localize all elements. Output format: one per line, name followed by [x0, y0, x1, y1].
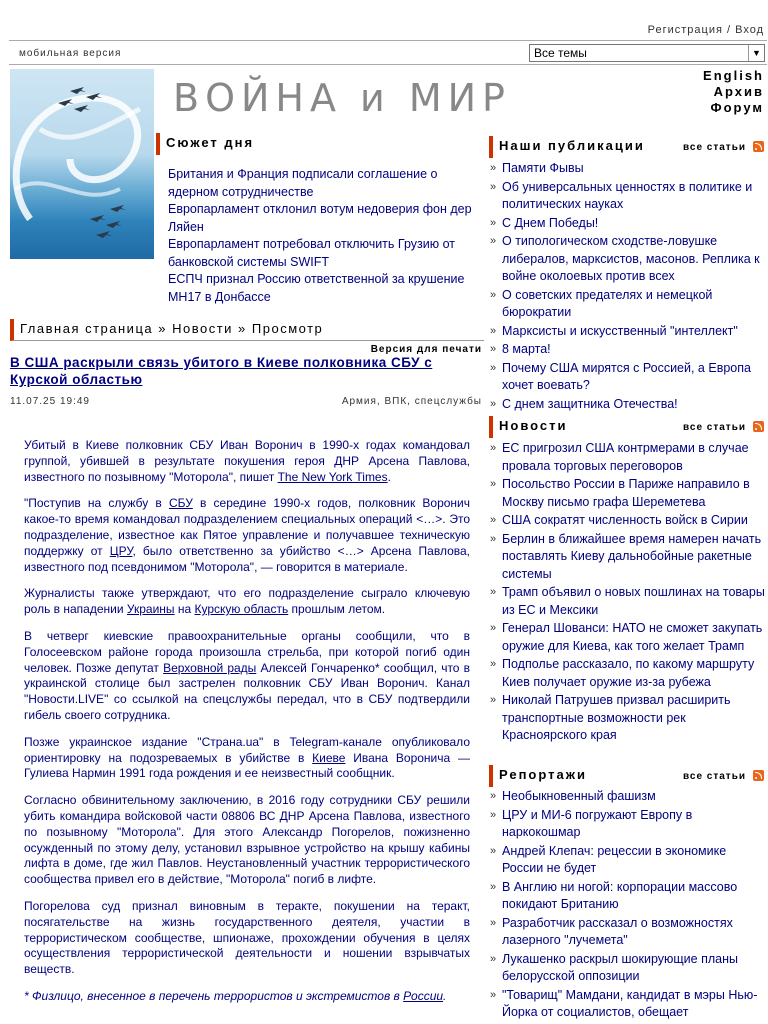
publication-link-label: О типологическом сходстве-ловушке либералов, марксистов, масонов. Реплика к войне околоевых против всех — [502, 234, 760, 283]
news-link-label: Берлин в ближайшее время намерен начать поставлять Киеву дальнобойные ракетные системы — [502, 531, 762, 581]
news-link[interactable] — [490, 476, 766, 511]
news-link[interactable] — [490, 440, 766, 475]
story-link[interactable]: ЕСПЧ признал Россию ответственной за крушение MH17 в Донбассе — [168, 272, 465, 304]
bullet-icon: » — [490, 478, 497, 490]
publication-link-label: 8 марта! — [502, 342, 551, 356]
text: Позже украинское издание "Страна.ua" в Telegram-канале опубликовало ориентировку на подозреваемых в убийстве в — [24, 734, 470, 765]
breadcrumb-home[interactable]: Главная страница — [20, 321, 154, 336]
publication-link[interactable] — [490, 341, 766, 359]
text: . — [443, 988, 447, 1003]
register-link[interactable]: Регистрация — [647, 24, 723, 36]
publication-link-label: Памяти Фывы — [502, 161, 584, 175]
text: в середине 1990-х годов, полковник Воронич какое-то время командовал подразделением специальных операций <…>. Это подразделение, известное как Пятое управление и получавшее техническую поддержку от — [24, 496, 471, 558]
news-link-label: Подполье рассказало, по какому маршруту Киев получает оружие из-за рубежа — [502, 657, 755, 689]
all-articles-link[interactable]: все статьи — [682, 422, 746, 433]
bullet-icon: » — [490, 397, 497, 410]
text: * Физлицо, внесенное в перечень террористов и экстремистов в — [24, 988, 404, 1003]
report-link-label: Лукашенко раскрыл шокирующие планы белорусской оппозиции — [502, 951, 738, 983]
news-list — [490, 440, 766, 746]
article-body — [24, 438, 470, 1016]
topics-select[interactable] — [529, 44, 765, 62]
reports-list — [490, 788, 766, 1023]
article-paragraph — [24, 586, 470, 618]
story-link[interactable]: Европарламент потребовал отключить Грузию от банковской системы SWIFT — [168, 237, 455, 269]
reports-heading-label: Репортажи — [499, 767, 587, 782]
archive-link[interactable]: Архив — [713, 84, 764, 99]
ukraine-link[interactable]: Украины — [126, 602, 175, 617]
article-paragraph — [24, 496, 470, 575]
publication-link-label: Об универсальных ценностях в политике и политических науках — [502, 179, 753, 211]
article-paragraph — [24, 629, 470, 724]
article-tags: Армия, ВПК, спецслужбы — [341, 396, 482, 407]
rss-icon[interactable] — [753, 770, 764, 781]
text: , было ответственно за убийство <…> Арсена Павлова, известного под псевдонимом "Моторола", — говорится в материале. — [24, 543, 470, 574]
breadcrumb-news[interactable]: Новости — [172, 321, 233, 336]
publication-link[interactable] — [490, 215, 766, 233]
bullet-icon: » — [490, 622, 497, 634]
report-link-label: Необыкновенный фашизм — [502, 789, 656, 803]
bullet-icon: » — [490, 952, 497, 965]
report-link-label: Андрей Клепач: рецессии в экономике России не будет — [502, 843, 727, 875]
news-link[interactable] — [490, 692, 766, 745]
bullet-icon: » — [490, 790, 497, 802]
bullet-icon: » — [490, 288, 497, 301]
text: Журналисты также утверждают, что его подразделение сыграло ключевую роль в нападении — [24, 586, 470, 617]
report-link[interactable] — [490, 987, 766, 1022]
text: В четверг киевские правоохранительные органы сообщили, что в Голосеевском районе города произошла стрельба, при которой погиб один человек. Позже депутат — [24, 628, 470, 675]
article-footnote — [24, 989, 470, 1005]
publication-link[interactable] — [490, 287, 766, 322]
article-title[interactable]: В США раскрыли связь убитого в Киеве полковника СБУ с Курской областью — [10, 355, 433, 387]
article-date: 11.07.25 19:49 — [10, 396, 90, 407]
russia-link[interactable]: России — [403, 988, 444, 1003]
text: "Поступив на службу в — [24, 496, 169, 511]
breadcrumb-separator: » — [232, 321, 252, 336]
news-link-label: Трамп объявил о новых пошлинах на товары из ЕС и Мексики — [502, 585, 765, 617]
breadcrumb — [10, 319, 484, 341]
news-link-label: ЕС пригрозил США контрмерами в случае провала торговых переговоров — [502, 441, 749, 473]
publication-link-label: Почему США мирятся с Россией, а Европа хочет воевать? — [502, 360, 751, 392]
article-paragraph: Согласно обвинительному заключению, в 2016 году сотрудники СБУ решили убить командира войсковой части 08806 ВС ДНР Арсена Павлова, известного по позывному "Моторола". Для этого Александр Погорелов, пожизненно осужденный по этому делу, установил взрывное устройство на крышу кабины лифта в доме, где жил Павлов. Неустановленный участник террористического сообщества привел его в действие, "Моторола" погиб в лифте. — [24, 793, 470, 887]
report-link-label: "Товарищ" Мамдани, кандидат в мэры Нью-Йорка от социалистов, обещает — [502, 987, 758, 1019]
bullet-icon: » — [490, 532, 497, 545]
mobile-version-link[interactable]: мобильная версия — [19, 48, 122, 59]
bullet-icon: » — [490, 916, 497, 929]
kursk-region-link[interactable]: Курскую область — [194, 602, 289, 617]
publication-link[interactable] — [490, 396, 766, 414]
article-paragraph — [24, 735, 470, 782]
rss-icon[interactable] — [753, 141, 764, 152]
news-link[interactable] — [490, 531, 766, 584]
news-link-label: Генерал Шованси: НАТО не сможет закупать оружие для Киева, как того желает Трамп — [502, 621, 763, 653]
publication-link[interactable] — [490, 160, 766, 178]
publication-link-label: С днем защитника Отечества! — [502, 396, 678, 411]
news-link[interactable] — [490, 512, 766, 530]
report-link[interactable] — [490, 915, 766, 950]
report-link[interactable] — [490, 843, 766, 878]
bullet-icon: » — [490, 216, 497, 229]
bullet-icon: » — [490, 180, 497, 193]
auth-separator: / — [722, 24, 736, 36]
report-link[interactable] — [490, 879, 766, 914]
text: прошлым летом. — [288, 602, 386, 617]
login-link[interactable]: Вход — [735, 24, 764, 36]
top-bar — [9, 40, 767, 65]
report-link[interactable] — [490, 807, 766, 842]
text: . — [387, 469, 391, 484]
cia-link[interactable]: ЦРУ — [109, 543, 133, 558]
sbu-link[interactable]: СБУ — [168, 496, 193, 511]
bullet-icon: » — [490, 808, 497, 821]
publication-link[interactable] — [490, 179, 766, 214]
publications-heading-label: Наши публикации — [499, 138, 645, 153]
reports-heading — [489, 765, 766, 787]
publication-link[interactable] — [490, 233, 766, 286]
kyiv-link[interactable]: Киеве — [312, 750, 346, 765]
article-paragraph: Погорелова суд признал виновным в теракте, покушении на теракт, посягательстве на жизнь государственного деятеля, участии в террористическом сообществе, шпионаже, прохождении обучения в целях осуществления террористической деятельности и ношении взрывчатых веществ. — [24, 898, 470, 977]
all-articles-link[interactable]: все статьи — [682, 771, 746, 782]
publication-link-label: Марксисты и искусственный "интеллект" — [502, 323, 738, 338]
report-link[interactable] — [490, 951, 766, 986]
top-right-links — [703, 68, 764, 116]
text: Ивана Воронича — Гулиева Нармин 1991 года рождения и ее неизвестный сообщник. — [24, 750, 470, 781]
print-version-link[interactable]: Версия для печати — [370, 344, 482, 355]
forum-link[interactable]: Форум — [710, 100, 764, 115]
report-link-label: В Англию ни ногой: корпорации массово покидают Британию — [502, 879, 738, 911]
bullet-icon: » — [490, 361, 497, 374]
bullet-icon: » — [490, 442, 497, 454]
breadcrumb-current: Просмотр — [251, 321, 324, 336]
bullet-icon: » — [490, 343, 497, 355]
story-link[interactable]: Британия и Франция подписали соглашение о ядерном сотрудничестве — [168, 167, 438, 199]
bullet-icon: » — [490, 694, 497, 706]
news-link[interactable] — [490, 656, 766, 691]
report-link-label: Разработчик рассказал о возможностях лазерного "лучемета" — [502, 915, 733, 947]
english-link[interactable]: English — [703, 68, 764, 83]
news-heading-label: Новости — [499, 418, 568, 433]
bullet-icon: » — [490, 235, 497, 247]
publications-heading — [489, 136, 766, 158]
news-link-label: США сократят численность войск в Сирии — [502, 513, 748, 527]
site-logo-image[interactable] — [10, 69, 154, 259]
bullet-icon: » — [490, 586, 497, 598]
verkhovna-rada-link[interactable]: Верховной рады — [163, 660, 257, 675]
text: на — [174, 602, 195, 617]
bullet-icon: » — [490, 162, 497, 174]
report-link[interactable] — [490, 788, 766, 806]
article-paragraph — [24, 438, 470, 485]
news-link-label: Николай Патрушев призвал расширить транспортные возможности рек Красноярского края — [502, 693, 731, 742]
chevron-down-icon: ▼ — [748, 45, 764, 61]
auth-links — [648, 24, 764, 36]
publication-link-label: С Днем Победы! — [502, 215, 599, 230]
bullet-icon: » — [490, 988, 497, 1001]
publications-list — [490, 160, 766, 414]
story-heading-label: Сюжет дня — [166, 135, 255, 150]
text: Алексей Гончаренко* сообщил, что в украинской столице был застрелен полковник СБУ Иван Воронич. Канал "Новости.LIVE" со ссылкой на спецслужбы передал, что в СБУ подтвердили гибель своего сотрудника. — [24, 660, 470, 722]
bullet-icon: » — [490, 514, 497, 526]
jets-formation-illustration — [10, 69, 154, 259]
breadcrumb-separator: » — [153, 321, 173, 336]
report-link-label: ЦРУ и МИ-6 погружают Европу в наркокошмар — [502, 807, 693, 839]
all-articles-link[interactable]: все статьи — [682, 142, 746, 153]
bullet-icon: » — [490, 324, 497, 337]
bullet-icon: » — [490, 844, 497, 857]
topics-select-value: Все темы — [534, 46, 587, 60]
bullet-icon: » — [490, 880, 497, 893]
rss-icon[interactable] — [753, 421, 764, 432]
story-of-day-heading — [156, 133, 484, 155]
bullet-icon: » — [490, 658, 497, 670]
story-link[interactable]: Европарламент отклонил вотум недоверия фон дер Ляйен — [168, 202, 472, 234]
site-title: ВОЙНА и МИР — [173, 76, 511, 120]
news-link-label: Посольство России в Париже направило в Москву письмо графа Шереметева — [502, 477, 750, 509]
publication-link[interactable] — [490, 360, 766, 395]
story-list — [168, 166, 480, 306]
nyt-link[interactable]: The New York Times — [277, 469, 388, 484]
news-heading — [489, 416, 766, 438]
news-link[interactable] — [490, 584, 766, 619]
text: Убитый в Киеве полковник СБУ Иван Воронич в 1990-х годах командовал группой, убившей в результате покушения героя ДНР Арсена Павлова, известного по позывному "Моторола", пишет — [24, 438, 470, 484]
publication-link-label: О советских предателях и немецкой бюрократии — [502, 287, 713, 319]
news-link[interactable] — [490, 620, 766, 655]
publication-link[interactable] — [490, 323, 766, 341]
